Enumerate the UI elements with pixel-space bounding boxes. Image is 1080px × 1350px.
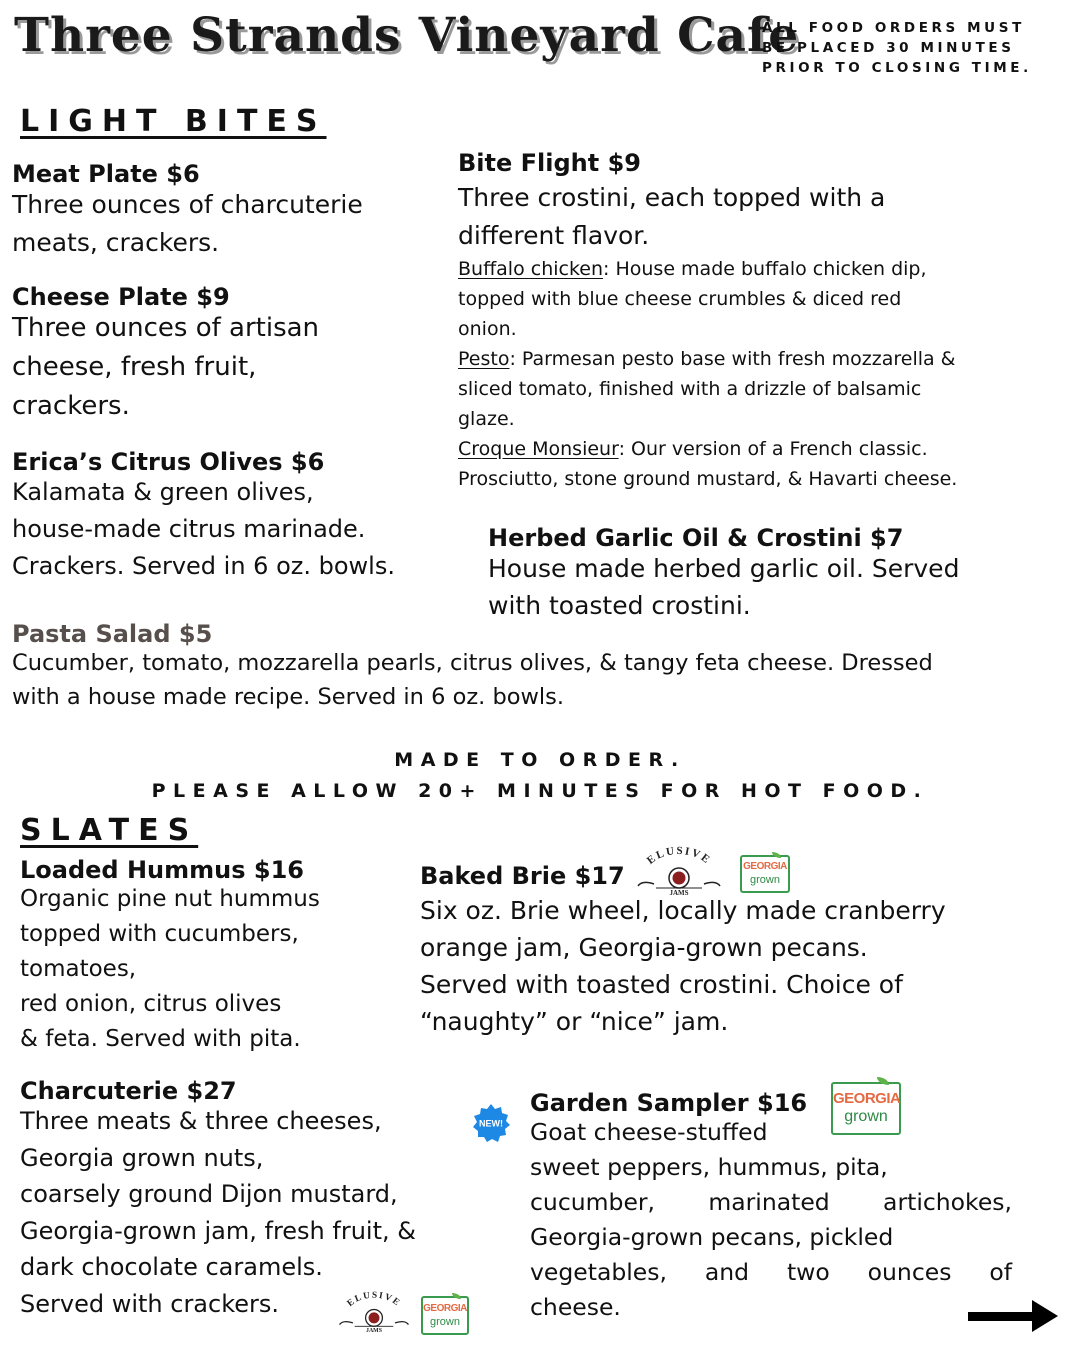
desc-line: Organic pine nut hummus [20, 886, 320, 912]
svg-text:ELUSIVE [345, 1291, 403, 1308]
menu-item-citrus-olives [12, 448, 462, 585]
desc-line: Three crostini, each topped with a [458, 183, 886, 212]
made-to-order-notice [0, 745, 1080, 807]
desc-line: different flavor. [458, 220, 650, 250]
desc-line: Six oz. Brie wheel, locally made cranberry [420, 896, 946, 925]
logo-text: GEORGIA [833, 1090, 901, 1107]
item-name: Charcuterie $27 [20, 1077, 237, 1105]
slates-heading: SLATES [20, 813, 199, 848]
desc-line: Served with toasted crostini. Choice of [420, 970, 903, 999]
option-text: Prosciutto, stone ground mustard, & Havarti cheese. [458, 468, 958, 490]
desc-line: Three ounces of charcuterie [12, 190, 363, 219]
desc-line: Georgia grown nuts, [20, 1143, 264, 1172]
desc-line: & feta. Served with pita. [20, 1026, 301, 1052]
desc-line: with toasted crostini. [488, 591, 751, 620]
item-name: Herbed Garlic Oil & Crostini $7 [488, 524, 904, 552]
desc-line: Three ounces of artisan [12, 313, 320, 343]
item-description [420, 892, 1070, 1040]
option-text: topped with blue cheese crumbles & diced red [458, 288, 902, 310]
menu-item-garden-sampler [530, 1089, 1012, 1325]
desc-line: Georgia-grown jam, fresh fruit, & [20, 1216, 416, 1245]
option-text: glaze. [458, 408, 515, 430]
light-bites-heading: LIGHT BITES [20, 104, 327, 139]
georgia-grown-logo [831, 1082, 901, 1135]
desc-line: cheese, fresh fruit, [12, 352, 257, 382]
menu-item-garlic-oil [488, 524, 1068, 624]
svg-text:ELUSIVE [645, 846, 714, 867]
item-description [12, 646, 1072, 714]
item-description [12, 186, 452, 261]
option-pesto [458, 344, 1068, 374]
menu-item-cheese-plate [12, 283, 452, 426]
option-text: : Our version of a French classic. [618, 438, 928, 460]
desc-line: cucumber, marinated artichokes, [530, 1188, 1012, 1216]
menu-item-meat-plate [12, 160, 452, 261]
desc-line: Goat cheese-stuffed [530, 1118, 768, 1146]
georgia-grown-logo [740, 855, 790, 893]
item-name: Cheese Plate $9 [12, 283, 230, 311]
option-buffalo-chicken [458, 254, 1068, 284]
logo-text: ELUSIVE [344, 1291, 404, 1309]
item-name: Meat Plate $6 [12, 160, 200, 188]
option-label: Buffalo chicken [458, 258, 604, 280]
item-name: Bite Flight $9 [458, 149, 641, 177]
desc-line: Three meats & three cheeses, [20, 1107, 382, 1135]
desc-line: Cucumber, tomato, mozzarella pearls, citrus olives, & tangy feta cheese. Dressed [12, 650, 933, 676]
logo-text: GEORGIA [743, 861, 787, 872]
desc-line: with a house made recipe. Served in 6 oz. bowls. [12, 684, 565, 710]
menu-item-loaded-hummus [20, 856, 400, 1057]
next-page-arrow-icon[interactable] [968, 1298, 1060, 1334]
menu-item-bite-flight [458, 149, 1068, 494]
menu-item-pasta-salad [12, 620, 1072, 714]
badge-text: NEW! [479, 1118, 503, 1129]
logo-text: JAMS [669, 889, 689, 896]
notice-line: MADE TO ORDER. [394, 749, 686, 771]
option-text: : House made buffalo chicken dip, [603, 258, 927, 280]
logo-text: grown [844, 1108, 888, 1125]
desc-line: tomatoes, [20, 956, 137, 982]
option-text: : Parmesan pesto base with fresh mozzarella & [509, 348, 956, 370]
bite-flight-options [458, 254, 1068, 494]
desc-line: coarsely ground Dijon mustard, [20, 1180, 398, 1208]
cafe-title: Three Strands Vineyard Cafe [14, 8, 800, 63]
desc-line: Served with crackers. [20, 1289, 280, 1318]
desc-line: House made herbed garlic oil. Served [488, 554, 960, 583]
item-name: Loaded Hummus $16 [20, 856, 304, 884]
order-notice [762, 18, 1072, 78]
item-description [488, 550, 1068, 624]
option-croque-monsieur [458, 434, 1068, 464]
item-name: Erica’s Citrus Olives $6 [12, 448, 325, 476]
desc-line: crackers. [12, 391, 130, 421]
georgia-grown-logo [421, 1296, 469, 1335]
desc-line: sweet peppers, hummus, pita, [530, 1153, 888, 1181]
logo-text: JAMS [366, 1328, 382, 1333]
desc-line: dark chocolate caramels. [20, 1253, 323, 1281]
desc-line: vegetables, and two ounces of [530, 1258, 1012, 1286]
option-label: Pesto [458, 348, 510, 370]
notice-line: PRIOR TO CLOSING TIME. [762, 60, 1032, 76]
desc-line: meats, crackers. [12, 227, 220, 257]
item-description [20, 1103, 480, 1322]
desc-line: Kalamata & green olives, [12, 478, 314, 506]
option-text: sliced tomato, finished with a drizzle of balsamic [458, 378, 922, 400]
notice-line: PLEASE ALLOW 20+ MINUTES FOR HOT FOOD. [151, 780, 929, 802]
desc-line: “naughty” or “nice” jam. [420, 1007, 729, 1036]
desc-line: house-made citrus marinade. [12, 515, 366, 543]
logo-text: grown [750, 874, 780, 886]
desc-line: topped with cucumbers, [20, 921, 299, 947]
item-description [12, 309, 452, 426]
desc-line: cheese. [530, 1293, 621, 1321]
item-name: Pasta Salad $5 [12, 620, 213, 648]
option-text: onion. [458, 318, 517, 340]
desc-line: Georgia-grown pecans, pickled [530, 1223, 894, 1251]
item-name: Baked Brie $17 [420, 862, 625, 890]
new-badge [471, 1103, 511, 1143]
elusive-jams-logo [634, 846, 724, 896]
notice-line: ALL FOOD ORDERS MUST [762, 20, 1025, 36]
desc-line: red onion, citrus olives [20, 991, 282, 1017]
item-description [20, 882, 400, 1057]
desc-line: orange jam, Georgia-grown pecans. [420, 933, 868, 962]
item-description [530, 1115, 1012, 1325]
option-label: Croque Monsieur [458, 438, 619, 460]
elusive-jams-logo [336, 1291, 412, 1333]
item-description [12, 474, 462, 585]
item-name: Garden Sampler $16 [530, 1089, 808, 1117]
logo-text: GEORGIA [423, 1303, 467, 1314]
desc-line: Crackers. Served in 6 oz. bowls. [12, 552, 395, 580]
logo-text: grown [430, 1316, 460, 1328]
item-description [458, 179, 1068, 254]
notice-line: BE PLACED 30 MINUTES [762, 40, 1015, 56]
logo-text: ELUSIVE [644, 846, 714, 867]
menu-item-charcuterie [20, 1077, 480, 1322]
